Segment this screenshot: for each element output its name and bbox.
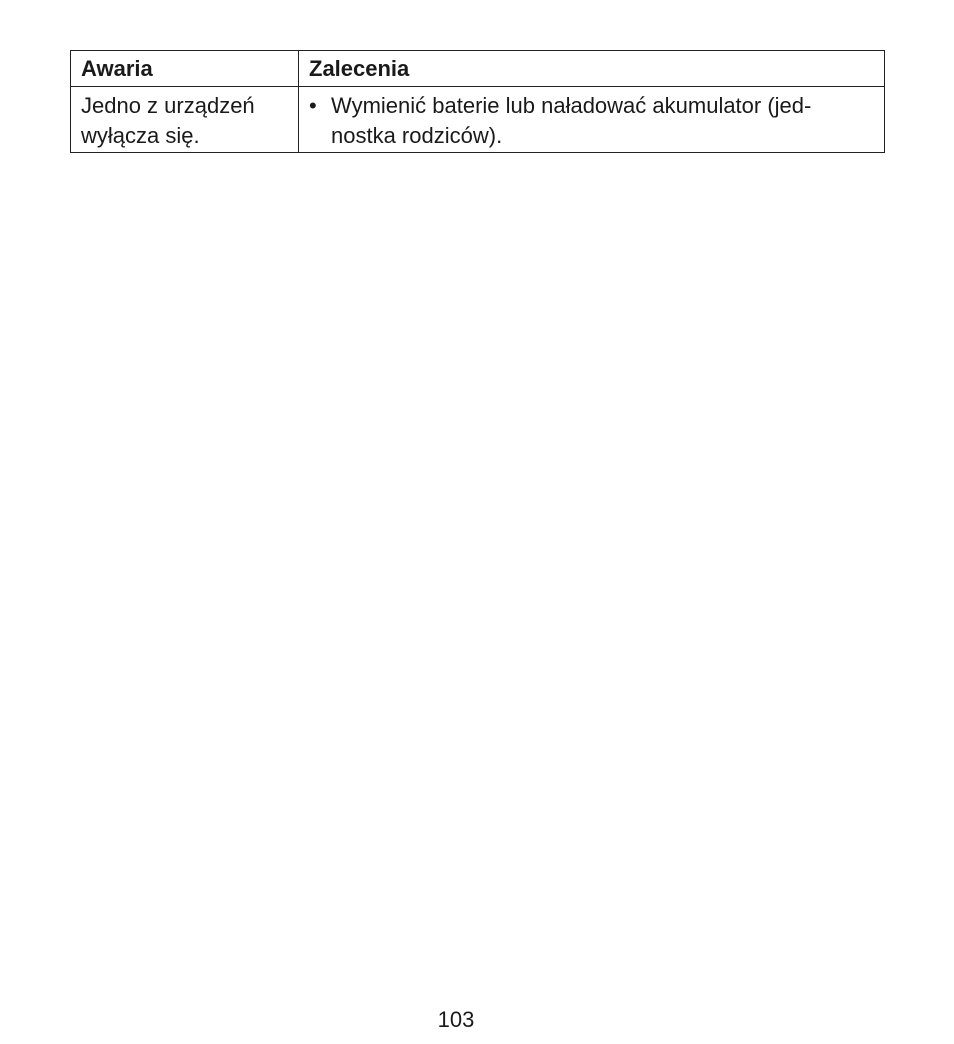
recommendation-list: [309, 91, 874, 151]
header-fault: Awaria: [71, 51, 299, 87]
header-recommendation: Zalecenia: [299, 51, 885, 87]
troubleshooting-table: [70, 50, 885, 153]
recommendation-cell: [299, 87, 885, 153]
fault-cell: Jedno z urządzeń wyłącza się.: [71, 87, 299, 153]
page-number: 103: [437, 1007, 475, 1032]
bullet-icon: •: [309, 93, 317, 118]
table-row: [71, 87, 885, 153]
list-item: [309, 91, 874, 151]
table-header-row: [71, 51, 885, 87]
recommendation-text: Wymienić baterie lub naładować akumulator (jed-nostka rodziców).: [331, 93, 812, 148]
